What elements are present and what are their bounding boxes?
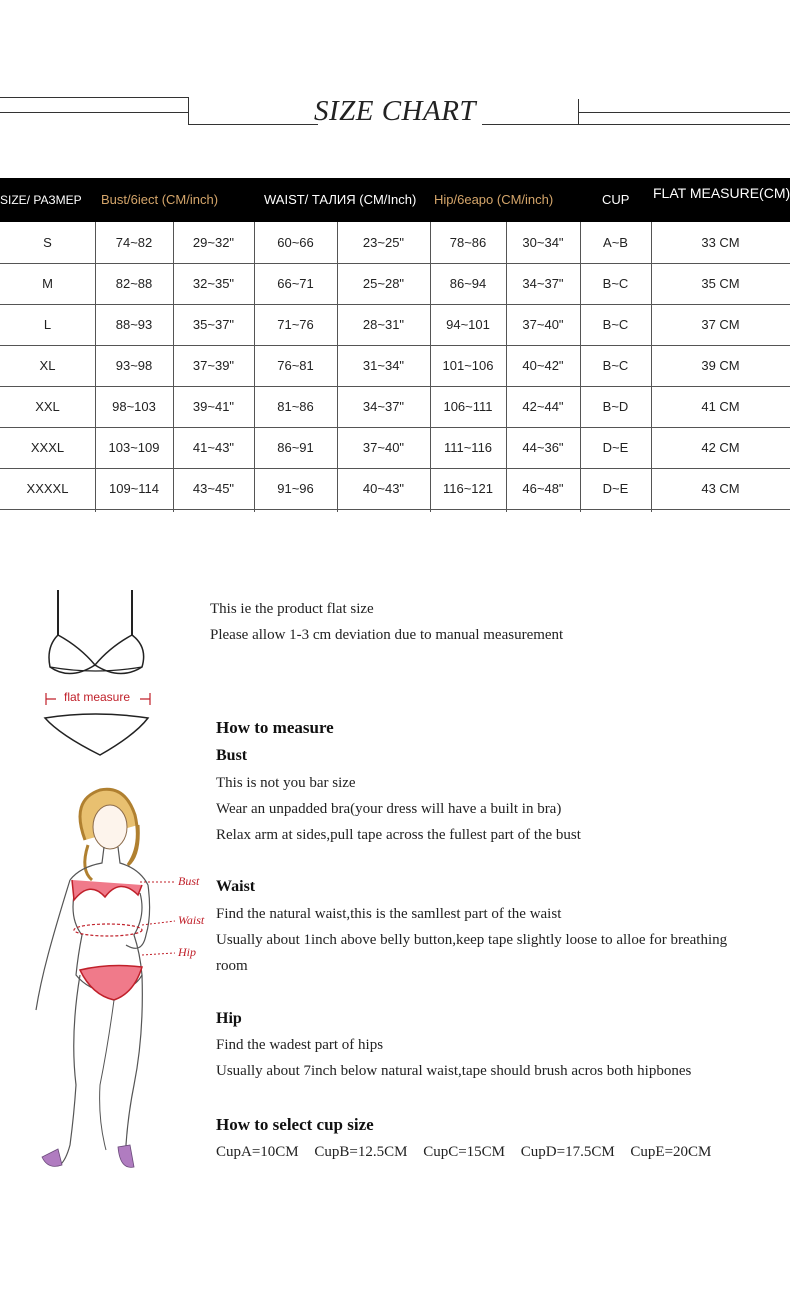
table-cell: 42~44"	[522, 399, 564, 414]
table-row	[0, 427, 790, 469]
figure-label-bust: Bust	[178, 874, 200, 888]
table-cell: 86~94	[449, 276, 487, 291]
table-cell: 46~48"	[522, 481, 564, 496]
table-cell: 98~103	[112, 399, 156, 414]
how-to-measure-heading: How to measure	[216, 718, 334, 737]
column-divider	[173, 222, 174, 512]
cup-size-item: CupD=17.5CM	[520, 1144, 615, 1160]
table-cell: 101~106	[442, 358, 494, 373]
table-cell: 88~93	[115, 317, 153, 332]
table-cell: XL	[39, 358, 56, 373]
hip-line-1: Find the wadest part of hips	[216, 1037, 384, 1053]
table-cell: 35~37"	[192, 317, 235, 332]
cup-size-item: CupB=12.5CM	[314, 1144, 408, 1160]
table-cell: 66~71	[277, 276, 314, 291]
bust-line-1: This is not you bar size	[216, 775, 356, 791]
table-cell: 37~39"	[192, 358, 235, 373]
table-cell: B~C	[602, 317, 629, 332]
bust-line-3: Relax arm at sides,pull tape across the fullest part of the bust	[216, 827, 581, 843]
header-waist: WAIST/ ТАЛИЯ (CM/Inch)	[264, 192, 417, 207]
table-cell: 103~109	[108, 440, 160, 455]
table-cell: 34~37"	[362, 399, 405, 414]
table-cell: XXXL	[30, 440, 65, 455]
flat-measure-label: flat measure	[64, 690, 131, 704]
table-cell: 76~81	[277, 358, 314, 373]
table-cell: L	[43, 317, 52, 332]
waist-line-3: room	[216, 958, 248, 974]
cup-size-list	[216, 1144, 723, 1161]
table-cell: A~B	[603, 235, 628, 250]
table-cell: 81~86	[277, 399, 314, 414]
table-row	[0, 263, 790, 305]
table-cell: D~E	[602, 481, 629, 496]
waist-line-2: Usually about 1inch above belly button,keep tape slightly loose to alloe for breathing	[216, 932, 728, 948]
table-cell: 32~35"	[192, 276, 235, 291]
header-bust: Bust/6iect (CM/inch)	[101, 192, 219, 207]
table-cell: B~C	[602, 358, 629, 373]
table-row	[0, 468, 790, 510]
table-cell: 74~82	[115, 235, 153, 250]
table-cell: 37 CM	[701, 317, 740, 332]
header-size: SIZE/ РАЗМЕР	[0, 193, 82, 207]
table-cell: 71~76	[277, 317, 314, 332]
table-cell: 23~25"	[362, 235, 405, 250]
table-cell: 91~96	[277, 481, 314, 496]
table-row	[0, 304, 790, 346]
column-divider	[580, 222, 581, 512]
table-cell: 86~91	[277, 440, 314, 455]
table-header	[0, 178, 790, 222]
table-cell: 106~111	[443, 399, 493, 414]
table-cell: 39 CM	[701, 358, 740, 373]
bra-flat-icon	[40, 585, 160, 770]
table-cell: 42 CM	[701, 440, 740, 455]
table-cell: XXL	[35, 399, 60, 414]
table-cell: 60~66	[277, 235, 314, 250]
table-cell: M	[42, 276, 53, 291]
hip-line-2: Usually about 7inch below natural waist,tape should brush acros both hipbones	[216, 1063, 692, 1079]
table-cell: 78~86	[449, 235, 487, 250]
column-divider	[651, 222, 652, 512]
table-cell: 39~41"	[192, 399, 235, 414]
table-cell: 37~40"	[522, 317, 564, 332]
waist-line-1: Find the natural waist,this is the samllest part of the waist	[216, 906, 562, 922]
table-cell: 35 CM	[701, 276, 740, 291]
table-cell: 93~98	[115, 358, 153, 373]
table-cell: 40~43"	[362, 481, 405, 496]
waist-heading: Waist	[216, 878, 256, 895]
table-cell: 28~31"	[362, 317, 405, 332]
cup-size-item: CupC=15CM	[423, 1144, 506, 1160]
table-cell: 31~34"	[362, 358, 405, 373]
table-row	[0, 345, 790, 387]
table-cell: 41~43"	[192, 440, 235, 455]
page-title: SIZE CHART	[313, 95, 477, 127]
cup-size-item: CupA=10CM	[216, 1144, 299, 1160]
cup-size-item: CupE=20CM	[630, 1144, 712, 1160]
table-cell: S	[43, 235, 52, 250]
table-cell: 82~88	[115, 276, 153, 291]
table-cell: 41 CM	[701, 399, 740, 414]
hip-heading: Hip	[216, 1010, 242, 1027]
table-cell: B~D	[602, 399, 629, 414]
table-row	[0, 222, 790, 264]
table-cell: 94~101	[446, 317, 490, 332]
flat-note-line-1: This ie the product flat size	[210, 601, 374, 617]
column-divider	[430, 222, 431, 512]
table-cell: 40~42"	[522, 358, 564, 373]
table-cell: 43~45"	[192, 481, 235, 496]
figure-label-waist: Waist	[178, 913, 205, 927]
flat-note-line-2: Please allow 1-3 cm deviation due to manual measurement	[210, 627, 564, 643]
bust-heading: Bust	[216, 747, 248, 764]
table-cell: B~C	[602, 276, 629, 291]
table-cell: 30~34"	[522, 235, 564, 250]
cup-size-heading: How to select cup size	[216, 1115, 374, 1134]
header-flat-measure: FLAT MEASURE(CM)	[653, 185, 790, 201]
table-cell: 43 CM	[701, 481, 740, 496]
table-cell: 44~36"	[522, 440, 564, 455]
table-cell: 33 CM	[701, 235, 740, 250]
body-figure-illustration	[30, 785, 210, 1170]
column-divider	[506, 222, 507, 512]
table-cell: 37~40"	[362, 440, 405, 455]
header-cup: CUP	[602, 192, 630, 207]
table-cell: 116~121	[442, 481, 493, 496]
table-cell: 25~28"	[362, 276, 405, 291]
figure-label-hip: Hip	[178, 945, 196, 959]
table-cell: 109~114	[108, 481, 159, 496]
column-divider	[95, 222, 96, 512]
column-divider	[337, 222, 338, 512]
table-row	[0, 386, 790, 428]
table-cell: XXXXL	[26, 481, 69, 496]
table-cell: 29~32"	[192, 235, 235, 250]
table-cell: 111~116	[443, 440, 493, 455]
table-cell: 34~37"	[522, 276, 564, 291]
table-cell: D~E	[602, 440, 629, 455]
bust-line-2: Wear an unpadded bra(your dress will have a built in bra)	[216, 801, 562, 817]
header-hip: Hip/6eapo (CM/inch)	[434, 192, 554, 207]
column-divider	[254, 222, 255, 512]
